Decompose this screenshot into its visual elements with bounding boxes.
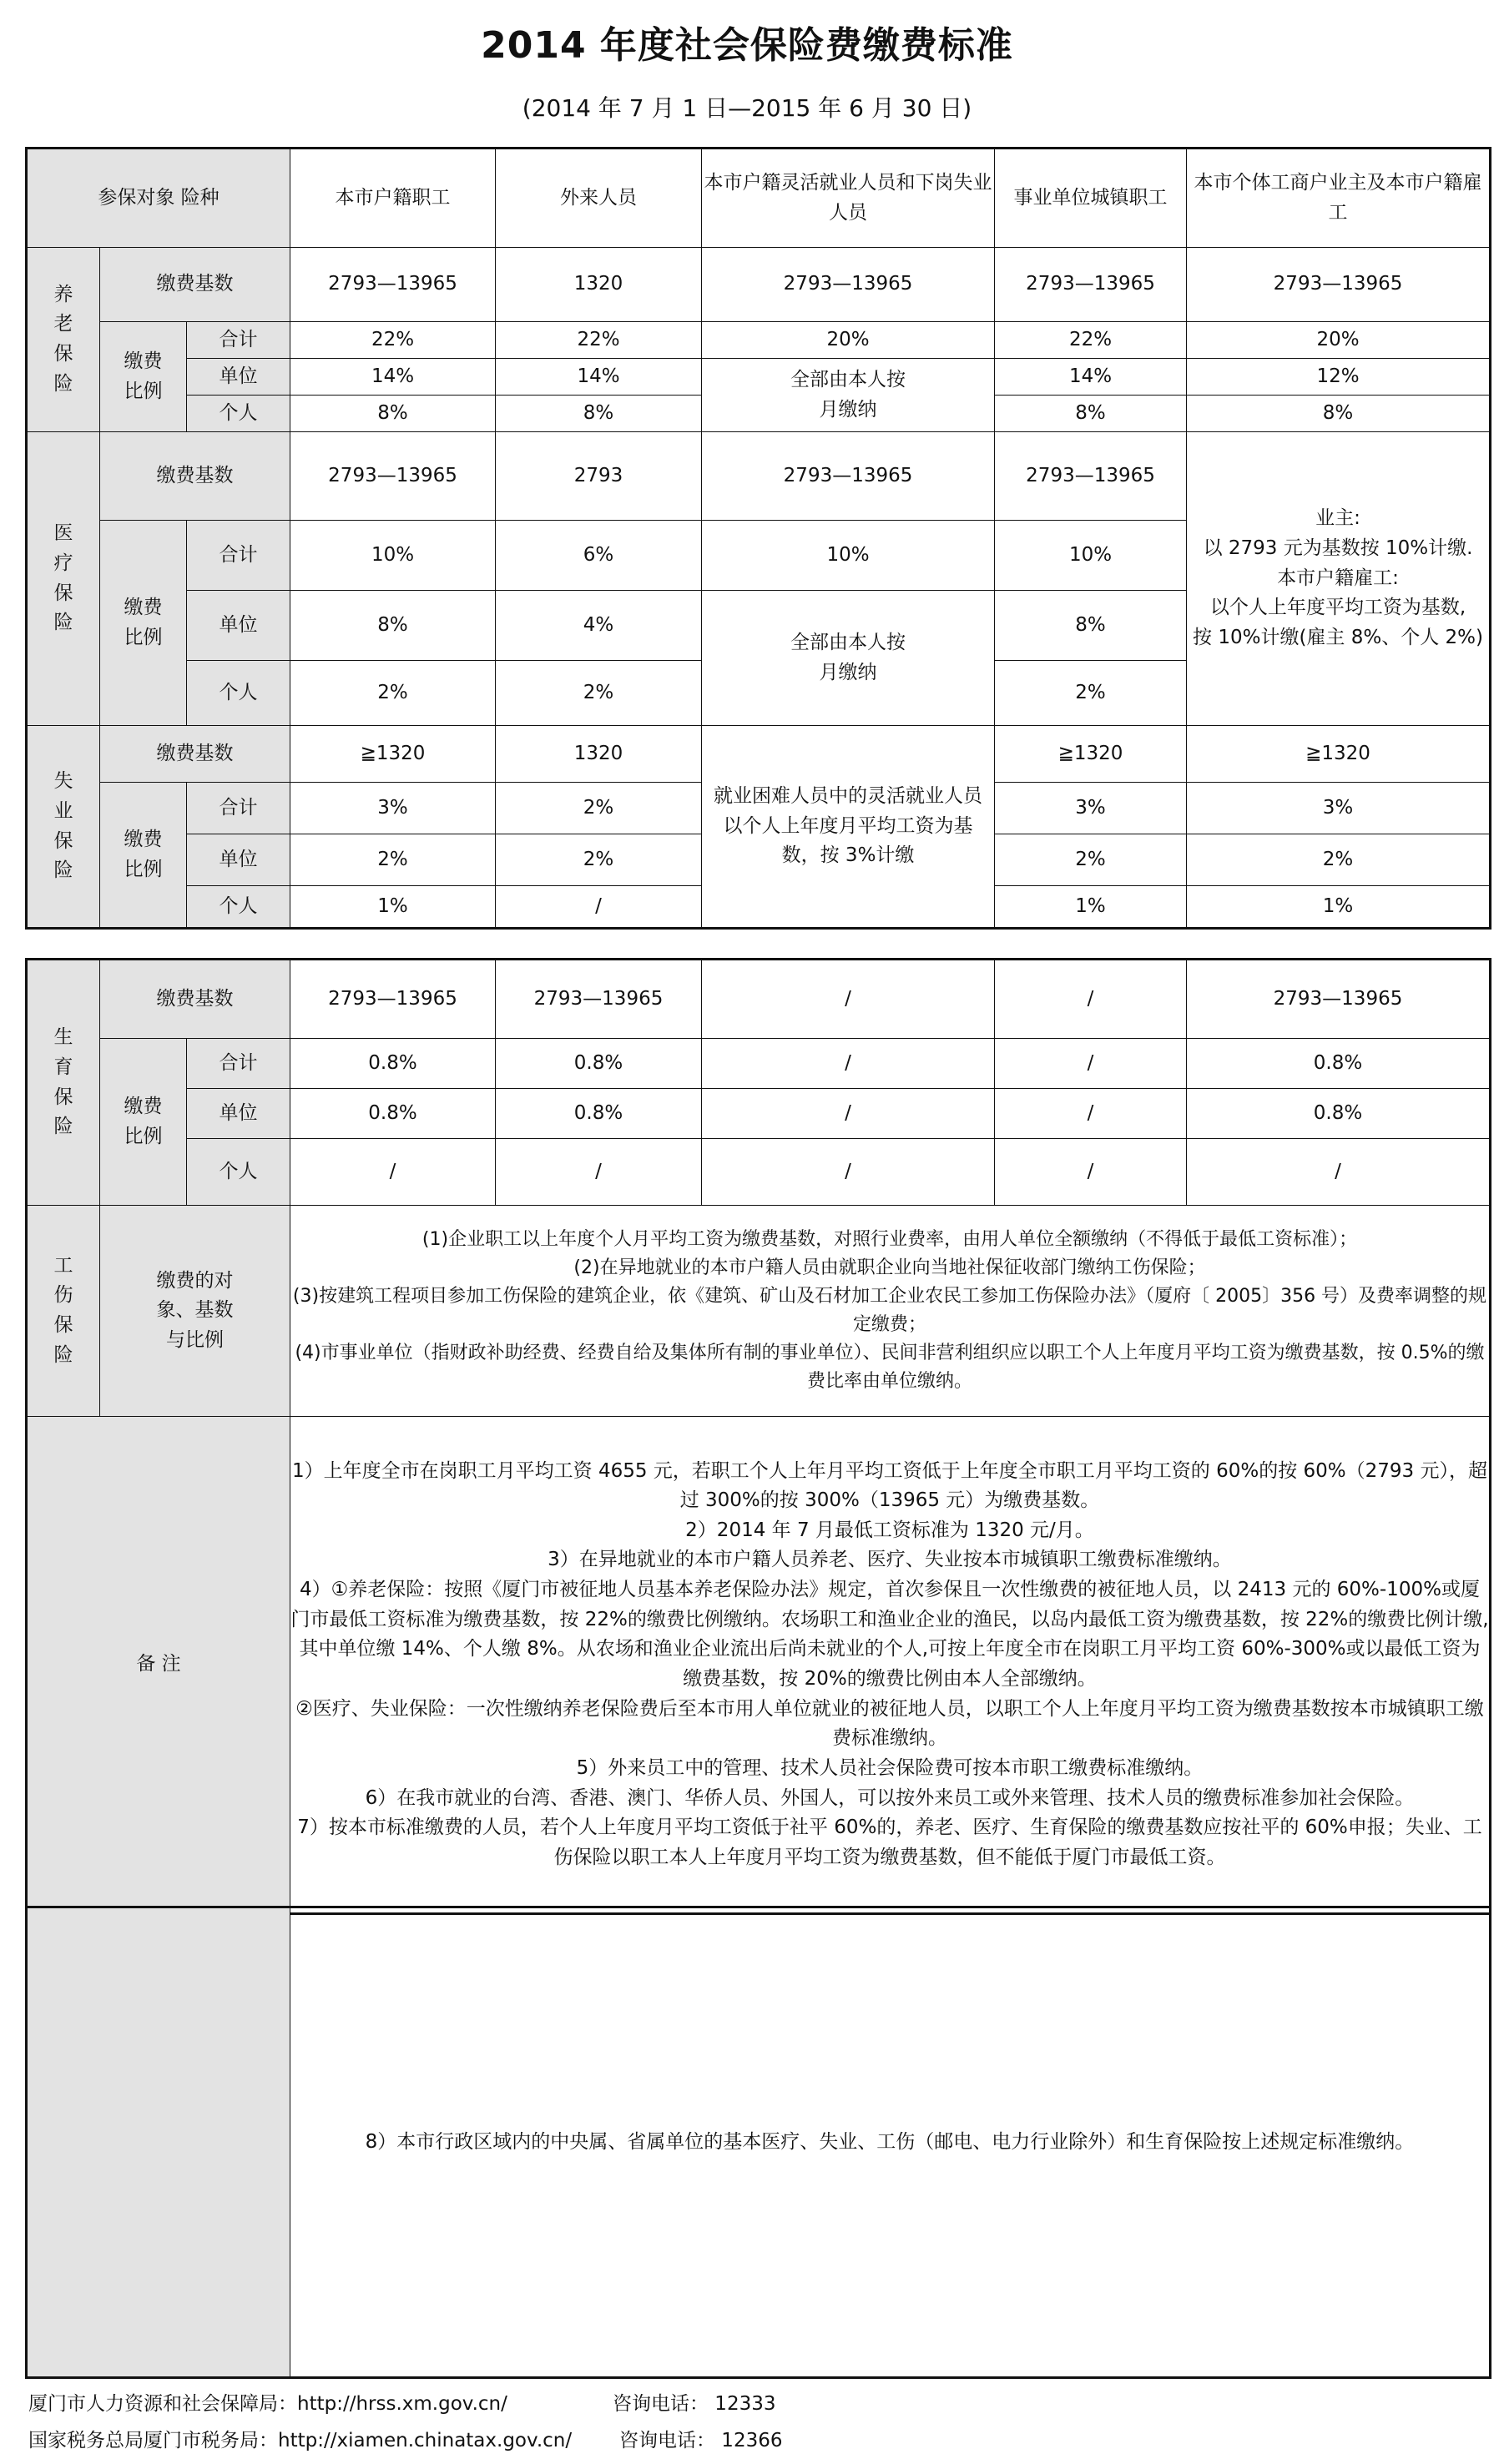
medical-base: 2793—13965 xyxy=(290,432,496,521)
unemployment-personal: / xyxy=(496,886,702,929)
page-title: 2014 年度社会保险费缴费标准 xyxy=(481,24,1013,67)
col-header-flexible: 本市户籍灵活就业人员和下岗失业人员 xyxy=(702,149,995,248)
medical-personal: 2% xyxy=(496,661,702,726)
pension-total: 20% xyxy=(1187,322,1491,359)
row-label-personal: 个人 xyxy=(187,886,290,929)
remarks-text: 1）上年度全市在岗职工月平均工资 4655 元，若职工个人上年月平均工资低于上年度全市职工月平均工资的 60%的按 60%（2793 元），超过 300%的按 300%（13965 元）为缴费基数。 2）2014 年 7 月最低工资标准为 1320 元/月。 3）在异地就业的本市户籍人员养老、医疗、失业按本市城镇职工缴费标准缴纳。 4）①养老保险：按照《厦门市被征地人员基本养老保险办法》规定，首次参保且一次性缴费的被征地人员，以 2413 元的 60%-100%或厦门市最低工资标准为缴费基数，按 22%的缴费比例缴纳。农场职工和渔业企业的渔民，以岛内最低工资为缴费基数，按 22%的缴费比例计缴,其中单位缴 14%、个人缴 8%。从农场和渔业企业流出后尚未就业的个人,可按上年度全市在岗职工月平均工资 60%-300%或以最低工资为缴费基数，按 20%的缴费比例由本人全部缴纳。 ②医疗、失业保险：一次性缴纳养老保险费后至本市用人单位就业的被征地人员，以职工个人上年度月平均工资为缴费基数按本市城镇职工缴费标准缴纳。 5）外来员工中的管理、技术人员社会保险费可按本市职工缴费标准缴纳。 6）在我市就业的台湾、香港、澳门、华侨人员、外国人，可以按外来员工或外来管理、技术人员的缴费标准参加社会保险。 7）按本市标准缴费的人员，若个人上年度月平均工资低于社平 60%的，养老、医疗、生育保险的缴费基数应按社平的 60%申报；失业、工伤保险以职工本人上年度月平均工资为缴费基数，但不能低于厦门市最低工资。 xyxy=(290,1417,1491,1914)
unemployment-unit: 2% xyxy=(290,834,496,886)
unemployment-base: ≧1320 xyxy=(290,726,496,783)
unemployment-base: ≧1320 xyxy=(1187,726,1491,783)
pension-base: 2793—13965 xyxy=(290,248,496,322)
remarks-label: 备 注 xyxy=(27,1417,290,1914)
maternity-unit: / xyxy=(702,1089,995,1139)
maternity-base: 2793—13965 xyxy=(496,960,702,1039)
unemployment-label: 失业保险 xyxy=(27,726,100,929)
injury-desc-label: 缴费的对象、基数与比例 xyxy=(100,1206,290,1417)
pension-unit: 14% xyxy=(496,359,702,396)
row-label-unit: 单位 xyxy=(187,834,290,886)
medical-unit: 8% xyxy=(995,591,1187,661)
footer-tax-phone: 咨询电话： 12366 xyxy=(619,2430,783,2451)
maternity-total: 0.8% xyxy=(1187,1039,1491,1089)
maternity-total: / xyxy=(995,1039,1187,1089)
pension-base: 2793—13965 xyxy=(995,248,1187,322)
row-label-personal: 个人 xyxy=(187,661,290,726)
unemployment-total: 3% xyxy=(290,783,496,834)
row-label-total: 合计 xyxy=(187,322,290,359)
col-header-public-institution: 事业单位城镇职工 xyxy=(995,149,1187,248)
unemployment-flexible-note: 就业困难人员中的灵活就业人员以个人上年度月平均工资为基数，按 3%计缴 xyxy=(702,726,995,929)
medical-ratio-label: 缴费比例 xyxy=(100,521,187,726)
unemployment-base: 1320 xyxy=(496,726,702,783)
footer-hrss-org: 厦门市人力资源和社会保障局：http://hrss.xm.gov.cn/ xyxy=(28,2393,507,2415)
maternity-unit: 0.8% xyxy=(1187,1089,1491,1139)
maternity-personal: / xyxy=(290,1139,496,1206)
medical-unit: 4% xyxy=(496,591,702,661)
medical-total: 10% xyxy=(702,521,995,591)
remarks-continued-label xyxy=(27,1907,290,2378)
header-corner: 参保对象 险种 xyxy=(27,149,290,248)
maternity-unit: 0.8% xyxy=(496,1089,702,1139)
maternity-label: 生育保险 xyxy=(27,960,100,1206)
row-label-personal: 个人 xyxy=(187,396,290,432)
row-label-unit: 单位 xyxy=(187,591,290,661)
maternity-total: 0.8% xyxy=(496,1039,702,1089)
medical-total: 6% xyxy=(496,521,702,591)
maternity-base: / xyxy=(702,960,995,1039)
maternity-total: / xyxy=(702,1039,995,1089)
page-subtitle: (2014 年 7 月 1 日—2015 年 6 月 30 日) xyxy=(522,94,972,122)
maternity-personal: / xyxy=(1187,1139,1491,1206)
unemployment-total: 3% xyxy=(995,783,1187,834)
unemployment-unit: 2% xyxy=(995,834,1187,886)
pension-personal: 8% xyxy=(290,396,496,432)
maternity-unit: / xyxy=(995,1089,1187,1139)
maternity-personal: / xyxy=(995,1139,1187,1206)
medical-total: 10% xyxy=(995,521,1187,591)
injury-label: 工伤保险 xyxy=(27,1206,100,1417)
maternity-personal: / xyxy=(496,1139,702,1206)
pension-personal: 8% xyxy=(496,396,702,432)
unemployment-total: 2% xyxy=(496,783,702,834)
medical-base: 2793 xyxy=(496,432,702,521)
insurance-table-part2 xyxy=(25,958,1491,1915)
medical-label: 医疗保险 xyxy=(27,432,100,726)
footer-hrss-phone: 咨询电话： 12333 xyxy=(613,2393,776,2415)
medical-total: 10% xyxy=(290,521,496,591)
pension-unit: 14% xyxy=(290,359,496,396)
pension-personal: 8% xyxy=(995,396,1187,432)
pension-total: 22% xyxy=(995,322,1187,359)
row-label-total: 合计 xyxy=(187,1039,290,1089)
maternity-base-label: 缴费基数 xyxy=(100,960,290,1039)
maternity-personal: / xyxy=(702,1139,995,1206)
pension-label: 养老保险 xyxy=(27,248,100,432)
remarks-continued-text: 8）本市行政区域内的中央属、省属单位的基本医疗、失业、工伤（邮电、电力行业除外）和生育保险按上述规定标准缴纳。 xyxy=(290,1907,1491,2378)
unemployment-unit: 2% xyxy=(496,834,702,886)
medical-personal: 2% xyxy=(290,661,496,726)
unemployment-personal: 1% xyxy=(290,886,496,929)
pension-base: 2793—13965 xyxy=(1187,248,1491,322)
pension-ratio-label: 缴费比例 xyxy=(100,322,187,432)
footer-hrss xyxy=(28,2388,775,2416)
maternity-ratio-label: 缴费比例 xyxy=(100,1039,187,1206)
pension-base: 2793—13965 xyxy=(702,248,995,322)
pension-personal: 8% xyxy=(1187,396,1491,432)
unemployment-personal: 1% xyxy=(995,886,1187,929)
medical-owner-note: 业主: 以 2793 元为基数按 10%计缴. 本市户籍雇工: 以个人上年度平均工资为基数, 按 10%计缴(雇主 8%、个人 2%) xyxy=(1187,432,1491,726)
injury-details: (1)企业职工以上年度个人月平均工资为缴费基数，对照行业费率，由用人单位全额缴纳（不得低于最低工资标准）； (2)在异地就业的本市户籍人员由就职企业向当地社保征收部门缴纳工伤保险； (3)按建筑工程项目参加工伤保险的建筑企业，依《建筑、矿山及石材加工企业农民工参加工伤保险办法》（厦府〔 2005〕356 号）及费率调整的规定缴费； (4)市事业单位（指财政补助经费、经费自给及集体所有制的事业单位）、民间非营利组织应以职工个人上年度月平均工资为缴费基数，按 0.5%的缴费比率由单位缴纳。 xyxy=(290,1206,1491,1417)
maternity-base: 2793—13965 xyxy=(290,960,496,1039)
unemployment-personal: 1% xyxy=(1187,886,1491,929)
insurance-table-part3 xyxy=(25,1906,1491,2379)
unemployment-base-label: 缴费基数 xyxy=(100,726,290,783)
pension-total: 20% xyxy=(702,322,995,359)
col-header-migrant: 外来人员 xyxy=(496,149,702,248)
medical-base-label: 缴费基数 xyxy=(100,432,290,521)
maternity-base: / xyxy=(995,960,1187,1039)
medical-unit: 8% xyxy=(290,591,496,661)
col-header-local: 本市户籍职工 xyxy=(290,149,496,248)
pension-total: 22% xyxy=(290,322,496,359)
pension-unit: 14% xyxy=(995,359,1187,396)
row-label-unit: 单位 xyxy=(187,1089,290,1139)
unemployment-base: ≧1320 xyxy=(995,726,1187,783)
insurance-table-part1 xyxy=(25,147,1491,930)
medical-base: 2793—13965 xyxy=(702,432,995,521)
unemployment-unit: 2% xyxy=(1187,834,1491,886)
unemployment-ratio-label: 缴费比例 xyxy=(100,783,187,929)
medical-personal: 2% xyxy=(995,661,1187,726)
pension-flexible-note: 全部由本人按月缴纳 xyxy=(702,359,995,432)
row-label-personal: 个人 xyxy=(187,1139,290,1206)
maternity-unit: 0.8% xyxy=(290,1089,496,1139)
pension-base: 1320 xyxy=(496,248,702,322)
medical-base: 2793—13965 xyxy=(995,432,1187,521)
maternity-base: 2793—13965 xyxy=(1187,960,1491,1039)
col-header-self-employed: 本市个体工商户业主及本市户籍雇工 xyxy=(1187,149,1491,248)
row-label-total: 合计 xyxy=(187,783,290,834)
maternity-total: 0.8% xyxy=(290,1039,496,1089)
pension-total: 22% xyxy=(496,322,702,359)
footer-tax xyxy=(28,2425,782,2452)
footer-tax-org: 国家税务总局厦门市税务局：http://xiamen.chinatax.gov.cn/ xyxy=(28,2430,573,2451)
unemployment-total: 3% xyxy=(1187,783,1491,834)
pension-base-label: 缴费基数 xyxy=(100,248,290,322)
row-label-unit: 单位 xyxy=(187,359,290,396)
medical-flexible-note: 全部由本人按月缴纳 xyxy=(702,591,995,726)
row-label-total: 合计 xyxy=(187,521,290,591)
pension-unit: 12% xyxy=(1187,359,1491,396)
